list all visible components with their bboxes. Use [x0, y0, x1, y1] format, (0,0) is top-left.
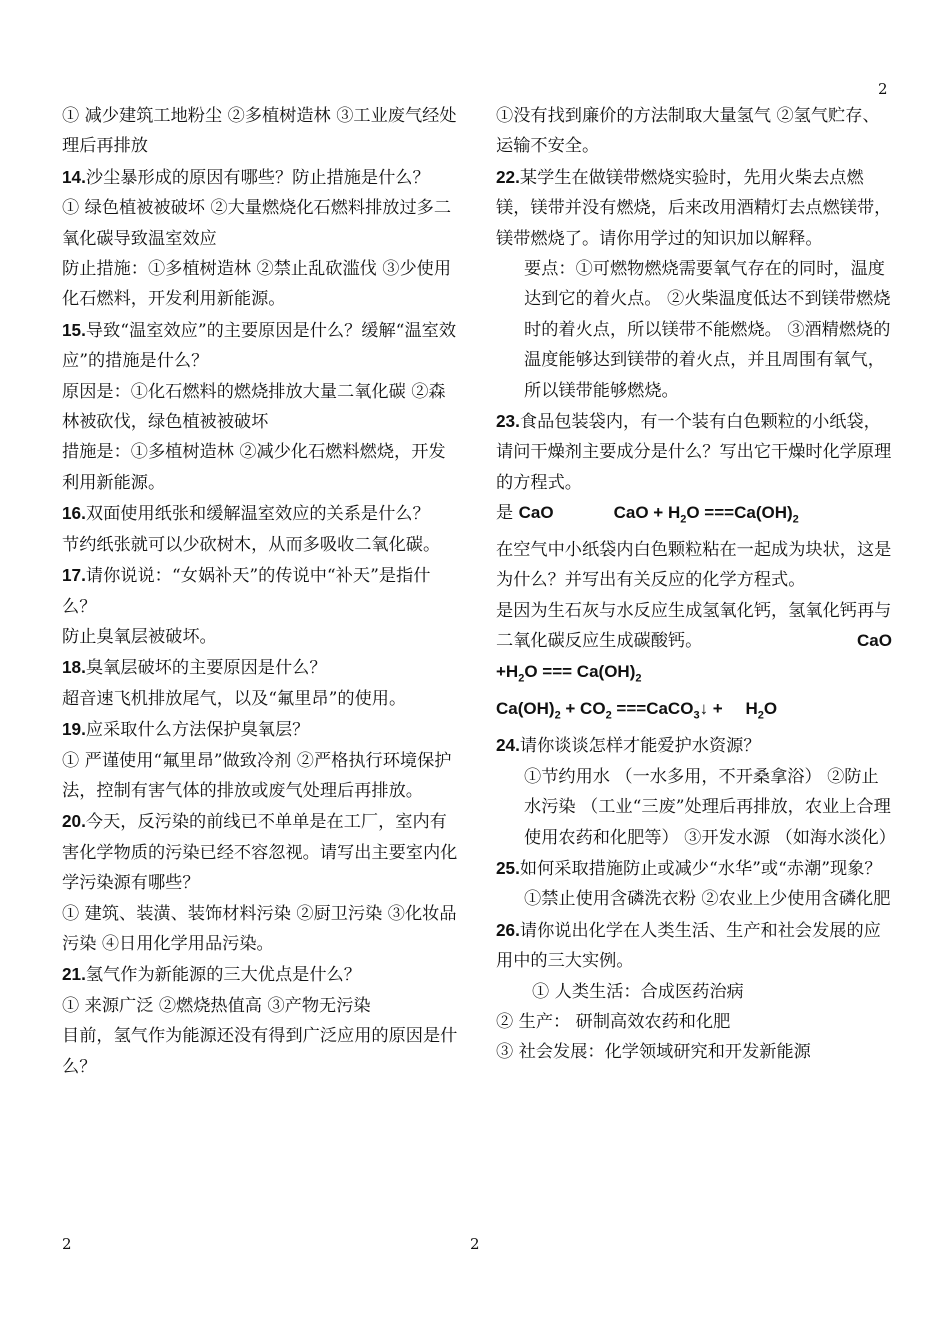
question-text: 沙尘暴形成的原因有哪些？防止措施是什么？ — [85, 167, 430, 188]
question-number: 23. — [496, 411, 520, 432]
answer-paragraph: 原因是：①化石燃料的燃烧排放大量二氧化碳 ②森林被砍伐，绿色植被被破坏 — [62, 381, 446, 433]
answer-paragraph: 防止臭氧层被破坏。 — [62, 626, 217, 647]
question-text: 氢气作为新能源的三大优点是什么？ — [85, 965, 361, 986]
eq-subscript: 2 — [518, 672, 525, 685]
eq-part: CaO + H — [613, 503, 681, 523]
eq-subscript: 2 — [605, 708, 612, 721]
question-number: 24. — [496, 735, 520, 756]
footer-center-number: 2 — [470, 1235, 480, 1253]
answer-paragraph: 超音速飞机排放尾气，以及“氟里昂”的使用。 — [62, 688, 407, 709]
q23-followup: 在空气中小纸袋内白色颗粒粘在一起成为块状，这是为什么？并写出有关反应的化学方程式。 — [496, 540, 892, 591]
answer-paragraph: 措施是：①多植树造林 ②减少化石燃料燃烧，开发利用新能源。 — [62, 442, 446, 493]
question-text: 导致“温室效应”的主要原因是什么？缓解“温室效应”的措施是什么？ — [62, 320, 457, 372]
eq-part: Ca(OH) — [496, 698, 555, 718]
question-paragraph — [62, 560, 460, 622]
q23-equation — [496, 498, 892, 535]
q24-answer: ①节约用水 （一水多用，不开桑拿浴） ②防止水污染 （工业“三废”处理后再排放，农业上合理使用农药和化肥等） ③开发水源 （如海水淡化） — [524, 766, 896, 848]
question-23 — [496, 406, 892, 498]
question-text: 臭氧层破坏的主要原因是什么？ — [85, 658, 327, 679]
question-text: 今天，反污染的前线已不单单是在工厂，室内有害化学物质的污染已经不容忽视。请写出主要室内化学污染源有哪些？ — [62, 812, 458, 894]
right-column — [496, 101, 896, 1068]
q26-item: ① 人类生活：合成医药治病 — [532, 981, 744, 1002]
eq-part: ===CaCO — [611, 698, 694, 718]
question-number: 14. — [62, 166, 86, 187]
eq-part: O === Ca(OH) — [524, 661, 636, 681]
q26-item: ② 生产： 研制高效农药和化肥 — [496, 1011, 731, 1032]
eq-formula — [613, 503, 799, 526]
question-text: 请你说说：“女娲补天”的传说中“补天”是指什么？ — [62, 566, 431, 617]
question-24 — [496, 730, 892, 761]
eq-formula: CaO — [857, 631, 892, 651]
question-text: 食品包装袋内，有一个装有白色颗粒的小纸袋，请问干燥剂主要成分是什么？写出它干燥时化学原理的方程式。 — [496, 412, 892, 493]
question-number: 21. — [62, 964, 86, 985]
eq-part: + CO — [560, 698, 606, 718]
eq-part: O ===Ca(OH) — [686, 503, 793, 523]
eq-part: +H — [496, 661, 519, 681]
eq-subscript: 2 — [680, 513, 687, 526]
question-number: 15. — [62, 319, 86, 340]
answer-paragraph: ① 严谨使用“氟里昂”做致冷剂 ②严格执行环境保护法，控制有害气体的排放或废气处理后再排放。 — [62, 750, 452, 801]
question-25 — [496, 853, 892, 884]
question-number: 25. — [496, 857, 520, 878]
eq-subscript: 2 — [792, 513, 799, 526]
question-text: 请你谈谈怎样才能爱护水资源？ — [519, 736, 761, 757]
question-paragraph — [62, 959, 460, 990]
footer-left-number: 2 — [62, 1235, 72, 1253]
q23-equation-2 — [496, 657, 892, 694]
question-26 — [496, 915, 892, 977]
question-paragraph — [62, 652, 460, 683]
q23-answer — [496, 596, 892, 657]
header-page-number: 2 — [878, 80, 888, 98]
question-22 — [496, 162, 892, 254]
answer-paragraph: 节约纸张就可以少砍树木，从而多吸收二氧化碳。 — [62, 534, 441, 555]
answer-paragraph: ① 建筑、装潢、装饰材料污染 ②厨卫污染 ③化妆品污染 ④日用化学用品污染。 — [62, 903, 457, 954]
question-number: 17. — [62, 565, 86, 586]
answer-paragraph: ① 绿色植被被破坏 ②大量燃烧化石燃料排放过多二氧化碳导致温室效应 — [62, 198, 452, 249]
question-number: 26. — [496, 919, 520, 940]
q21-answer: ①没有找到廉价的方法制取大量氢气 ②氢气贮存、运输不安全。 — [496, 106, 880, 157]
question-text: 双面使用纸张和缓解温室效应的关系是什么？ — [85, 504, 430, 525]
question-number: 19. — [62, 719, 86, 740]
eq-subscript: 2 — [635, 672, 642, 685]
eq-part: ↓ + — [699, 698, 728, 718]
answer-paragraph: ① 减少建筑工地粉尘 ②多植树造林 ③工业废气经处理后再排放 — [62, 106, 457, 157]
question-text: 某学生在做镁带燃烧实验时，先用火柴去点燃镁，镁带并没有燃烧，后来改用酒精灯去点燃镁带，镁带燃烧了。请你用学过的知识加以解释。 — [496, 167, 892, 249]
eq-subscript: 2 — [554, 708, 561, 721]
q25-answer: ①禁止使用含磷洗衣粉 ②农业上少使用含磷化肥 — [524, 889, 891, 910]
question-paragraph — [62, 714, 460, 745]
question-paragraph — [62, 162, 460, 193]
question-number: 22. — [496, 166, 520, 187]
eq-compound: CaO — [518, 503, 554, 523]
eq-part: H — [745, 698, 758, 718]
q22-answer: 要点：①可燃物燃烧需要氧气存在的同时，温度达到它的着火点。 ②火柴温度低达不到镁带燃烧时的着火点，所以镁带不能燃烧。 ③酒精燃烧的温度能够达到镁带的着火点，并且周围有氧气，所以镁带能够燃烧。 — [524, 259, 891, 401]
question-paragraph — [62, 315, 460, 377]
eq-part: O — [763, 698, 778, 718]
question-number: 16. — [62, 503, 86, 524]
question-number: 20. — [62, 811, 86, 832]
answer-paragraph: ① 来源广泛 ②燃烧热值高 ③产物无污染 — [62, 995, 371, 1016]
question-text: 如何采取措施防止或减少“水华”或“赤潮”现象？ — [519, 858, 882, 879]
eq-prefix: 是 — [496, 503, 519, 524]
q26-item: ③ 社会发展：化学领域研究和开发新能源 — [496, 1042, 811, 1063]
question-paragraph — [62, 498, 460, 529]
left-column — [62, 101, 460, 1082]
question-number: 18. — [62, 657, 86, 678]
q23-equation-3 — [496, 694, 892, 731]
question-text: 请你说出化学在人类生活、生产和社会发展的应用中的三大实例。 — [496, 920, 881, 972]
answer-text: 是因为生石灰与水反应生成氢氧化钙，氢氧化钙再与二氧化碳反应生成碳酸钙。 — [496, 600, 892, 652]
eq-subscript: 2 — [757, 708, 764, 721]
answer-paragraph: 目前，氢气作为能源还没有得到广泛应用的原因是什么？ — [62, 1026, 458, 1077]
answer-paragraph: 防止措施：①多植树造林 ②禁止乱砍滥伐 ③少使用化石燃料，开发利用新能源。 — [62, 259, 452, 310]
question-text: 应采取什么方法保护臭氧层？ — [85, 720, 310, 741]
question-paragraph — [62, 806, 460, 898]
eq-subscript: 3 — [693, 708, 700, 721]
